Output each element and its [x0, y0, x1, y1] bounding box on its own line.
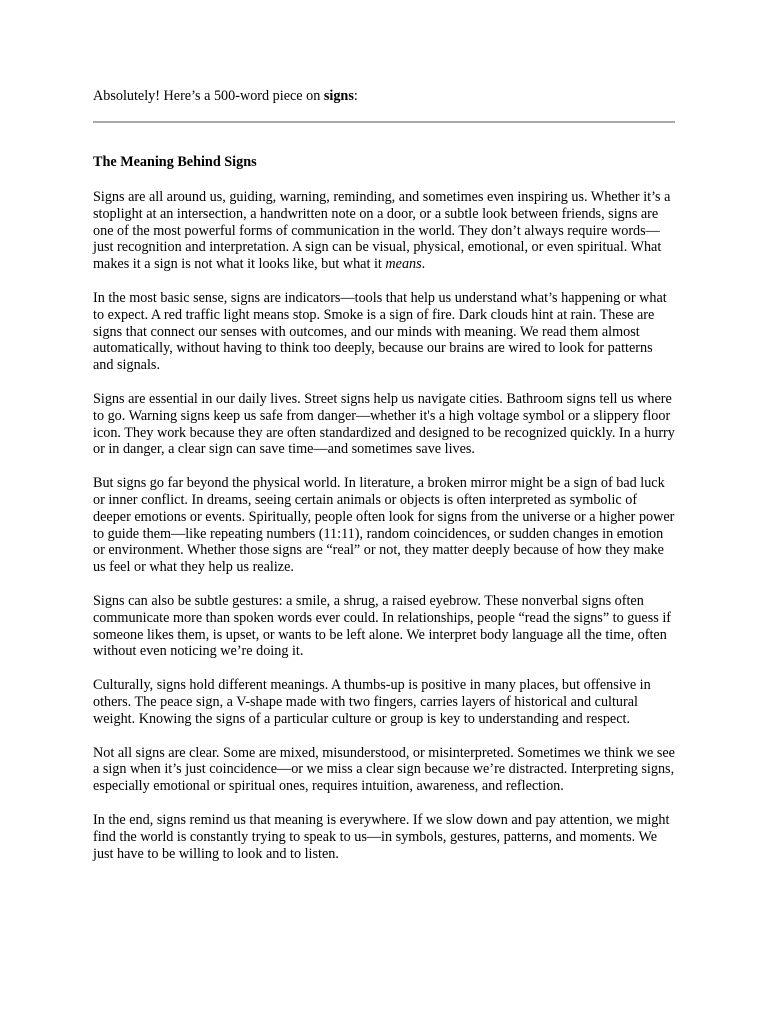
- paragraph-3: Signs are essential in our daily lives. Street signs help us navigate cities. Bathroom signs tell us where to go. Warning signs keep us safe from danger—whether it's a high voltage symbol or a slippery floor icon. They work because they are often standardized and designed to be recognized quickly. In a hurry or in danger, a clear sign can save time—and sometimes save lives.: [93, 390, 675, 458]
- paragraph-8: In the end, signs remind us that meaning is everywhere. If we slow down and pay attention, we might find the world is constantly trying to speak to us—in symbols, gestures, patterns, and moments. We just have to be willing to look and to listen.: [93, 811, 670, 862]
- article-title: The Meaning Behind Signs: [93, 154, 257, 170]
- intro-bold-word: signs: [323, 88, 354, 104]
- paragraph-7: Not all signs are clear. Some are mixed, misunderstood, or misinterpreted. Sometimes we think we see a sign when it’s just coincidence—or we miss a clear sign because we’re distracted. Interpreting signs, especially emotional or spiritual ones, requires intuition, awareness, and reflection.: [93, 744, 675, 795]
- paragraph-1-text: Signs are all around us, guiding, warning, reminding, and sometimes even inspiring us. Whether it’s a stoplight at an intersection, a handwritten note on a door, or a subtle look between friends, signs are one of the most powerful forms of communication in the world. They don’t always require words—just recognition and interpretation. A sign can be visual, physical, emotional, or even spiritual. What makes it a sign is not what it looks like, but what it: [93, 189, 671, 273]
- intro-line: [93, 88, 358, 105]
- article-body: [93, 189, 675, 879]
- intro-prefix: Absolutely! Here’s a 500-word piece on: [93, 88, 324, 104]
- paragraph-2: In the most basic sense, signs are indicators—tools that help us understand what’s happening or what to expect. A red traffic light means stop. Smoke is a sign of fire. Dark clouds hint at rain. These are signs that connect our senses with outcomes, and our minds with meaning. We read them almost automatically, without having to think too deeply, because our brains are wired to look for patterns and signals.: [93, 289, 667, 374]
- paragraph-1: [93, 189, 675, 273]
- paragraph-6: Culturally, signs hold different meanings. A thumbs-up is positive in many places, but offensive in others. The peace sign, a V-shape made with two fingers, carries layers of historical and cultural weight. Knowing the signs of a particular culture or group is key to understanding and respect.: [93, 677, 651, 727]
- paragraph-1-italic: means: [385, 256, 422, 273]
- intro-suffix: :: [353, 88, 358, 104]
- horizontal-divider: [93, 121, 675, 123]
- paragraph-4: But signs go far beyond the physical world. In literature, a broken mirror might be a sign of bad luck or inner conflict. In dreams, seeing certain animals or objects is often interpreted as symbolic of deeper emotions or events. Spiritually, people often look for signs from the universe or a higher power to guide them—like repeating numbers (11:11), random coincidences, or sudden changes in emotion or environment. Whether those signs are “real” or not, they matter deeply because of how they make us feel or what they help us realize.: [93, 475, 675, 576]
- paragraph-5: Signs can also be subtle gestures: a smile, a shrug, a raised eyebrow. These nonverbal signs often communicate more than spoken words ever could. In relationships, people “read the signs” to guess if someone likes them, is upset, or wants to be left alone. We interpret body language all the time, often without even noticing we’re doing it.: [93, 592, 671, 660]
- paragraph-1-end: .: [421, 256, 426, 273]
